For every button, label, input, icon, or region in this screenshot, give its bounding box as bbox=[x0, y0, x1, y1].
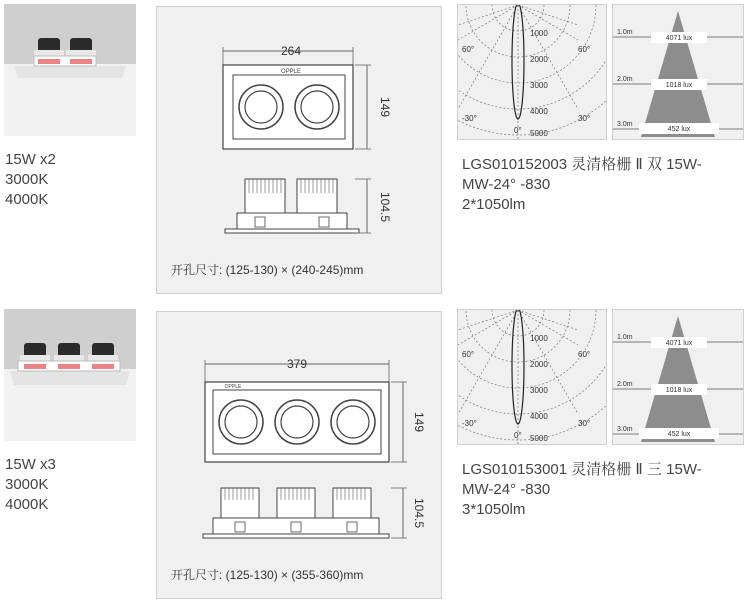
depth-dimension: 104.5 bbox=[412, 497, 426, 529]
dimension-drawing bbox=[156, 311, 442, 599]
polar-distribution-chart bbox=[457, 4, 607, 140]
height-dimension: 149 bbox=[412, 411, 426, 433]
product-title bbox=[462, 460, 750, 520]
distance-label: 2.0m bbox=[617, 76, 633, 83]
radial-label: 5000 bbox=[530, 434, 548, 443]
angle-label: 60° bbox=[462, 45, 475, 54]
product-title-line: MW-24° -830 bbox=[462, 481, 551, 498]
illuminance-cone-chart bbox=[612, 4, 744, 140]
spec-power: 15W x2 bbox=[5, 151, 56, 168]
distance-label: 2.0m bbox=[617, 381, 633, 388]
lux-chart-svg bbox=[613, 5, 743, 139]
angle-label: 60° bbox=[578, 45, 591, 54]
depth-dimension: 104.5 bbox=[378, 191, 392, 223]
spec-cct-neutral: 4000K bbox=[5, 496, 49, 513]
lux-chart-svg bbox=[613, 310, 743, 444]
spec-cct-warm: 3000K bbox=[5, 476, 49, 493]
angle-label: 30° bbox=[578, 419, 591, 428]
angle-label: 0° bbox=[514, 126, 522, 135]
brand-mark: OPPLE bbox=[280, 69, 302, 75]
angle-label: 0° bbox=[514, 431, 522, 440]
lux-value: 1018 lux bbox=[665, 387, 693, 394]
radial-label: 3000 bbox=[530, 386, 548, 395]
width-dimension: 379 bbox=[286, 357, 308, 371]
illuminance-cone-chart bbox=[612, 309, 744, 445]
radial-label: 5000 bbox=[530, 129, 548, 138]
lux-value: 452 lux bbox=[667, 431, 691, 438]
grille-light-photo-triple bbox=[4, 309, 136, 441]
product-title-line: LGS010153001 灵清格栅 Ⅱ 三 15W- bbox=[462, 461, 702, 478]
product-row-triple bbox=[0, 305, 750, 605]
product-photo bbox=[4, 4, 136, 136]
radial-label: 4000 bbox=[530, 412, 548, 421]
width-dimension: 264 bbox=[280, 44, 302, 58]
height-dimension: 149 bbox=[378, 96, 392, 118]
spec-list bbox=[5, 150, 145, 210]
angle-label: 60° bbox=[462, 350, 475, 359]
dimension-drawing bbox=[156, 6, 442, 294]
radial-label: 1000 bbox=[530, 334, 548, 343]
angle-label: -30° bbox=[462, 114, 477, 123]
spec-cct-neutral: 4000K bbox=[5, 191, 49, 208]
radial-label: 4000 bbox=[530, 107, 548, 116]
lux-value: 4071 lux bbox=[665, 340, 693, 347]
distance-label: 3.0m bbox=[617, 426, 633, 433]
lux-value: 452 lux bbox=[667, 126, 691, 133]
angle-label: -30° bbox=[462, 419, 477, 428]
product-title-line: MW-24° -830 bbox=[462, 176, 551, 193]
dimension-drawing-svg bbox=[157, 7, 441, 257]
distance-label: 1.0m bbox=[617, 334, 633, 341]
product-title bbox=[462, 155, 750, 215]
grille-light-photo-double bbox=[4, 4, 136, 136]
polar-chart-svg bbox=[458, 5, 606, 139]
cutout-size-label: 开孔尺寸: (125-130) × (240-245)mm bbox=[171, 263, 364, 277]
angle-label: 30° bbox=[578, 114, 591, 123]
cutout-size-label: 开孔尺寸: (125-130) × (355-360)mm bbox=[171, 568, 364, 582]
lux-value: 4071 lux bbox=[665, 35, 693, 42]
product-lumen: 2*1050lm bbox=[462, 196, 526, 213]
radial-label: 1000 bbox=[530, 29, 548, 38]
radial-label: 3000 bbox=[530, 81, 548, 90]
polar-chart-svg bbox=[458, 310, 606, 444]
radial-label: 2000 bbox=[530, 360, 548, 369]
product-lumen: 3*1050lm bbox=[462, 501, 526, 518]
brand-mark: OPPLE bbox=[224, 384, 242, 390]
product-photo bbox=[4, 309, 136, 441]
polar-distribution-chart bbox=[457, 309, 607, 445]
lux-value: 1018 lux bbox=[665, 82, 693, 89]
dimension-drawing-svg bbox=[157, 312, 441, 562]
angle-label: 60° bbox=[578, 350, 591, 359]
radial-label: 2000 bbox=[530, 55, 548, 64]
spec-power: 15W x3 bbox=[5, 456, 56, 473]
product-title-line: LGS010152003 灵清格栅 Ⅱ 双 15W- bbox=[462, 156, 702, 173]
distance-label: 1.0m bbox=[617, 29, 633, 36]
spec-list bbox=[5, 455, 145, 515]
product-row-double bbox=[0, 0, 750, 300]
distance-label: 3.0m bbox=[617, 121, 633, 128]
spec-cct-warm: 3000K bbox=[5, 171, 49, 188]
